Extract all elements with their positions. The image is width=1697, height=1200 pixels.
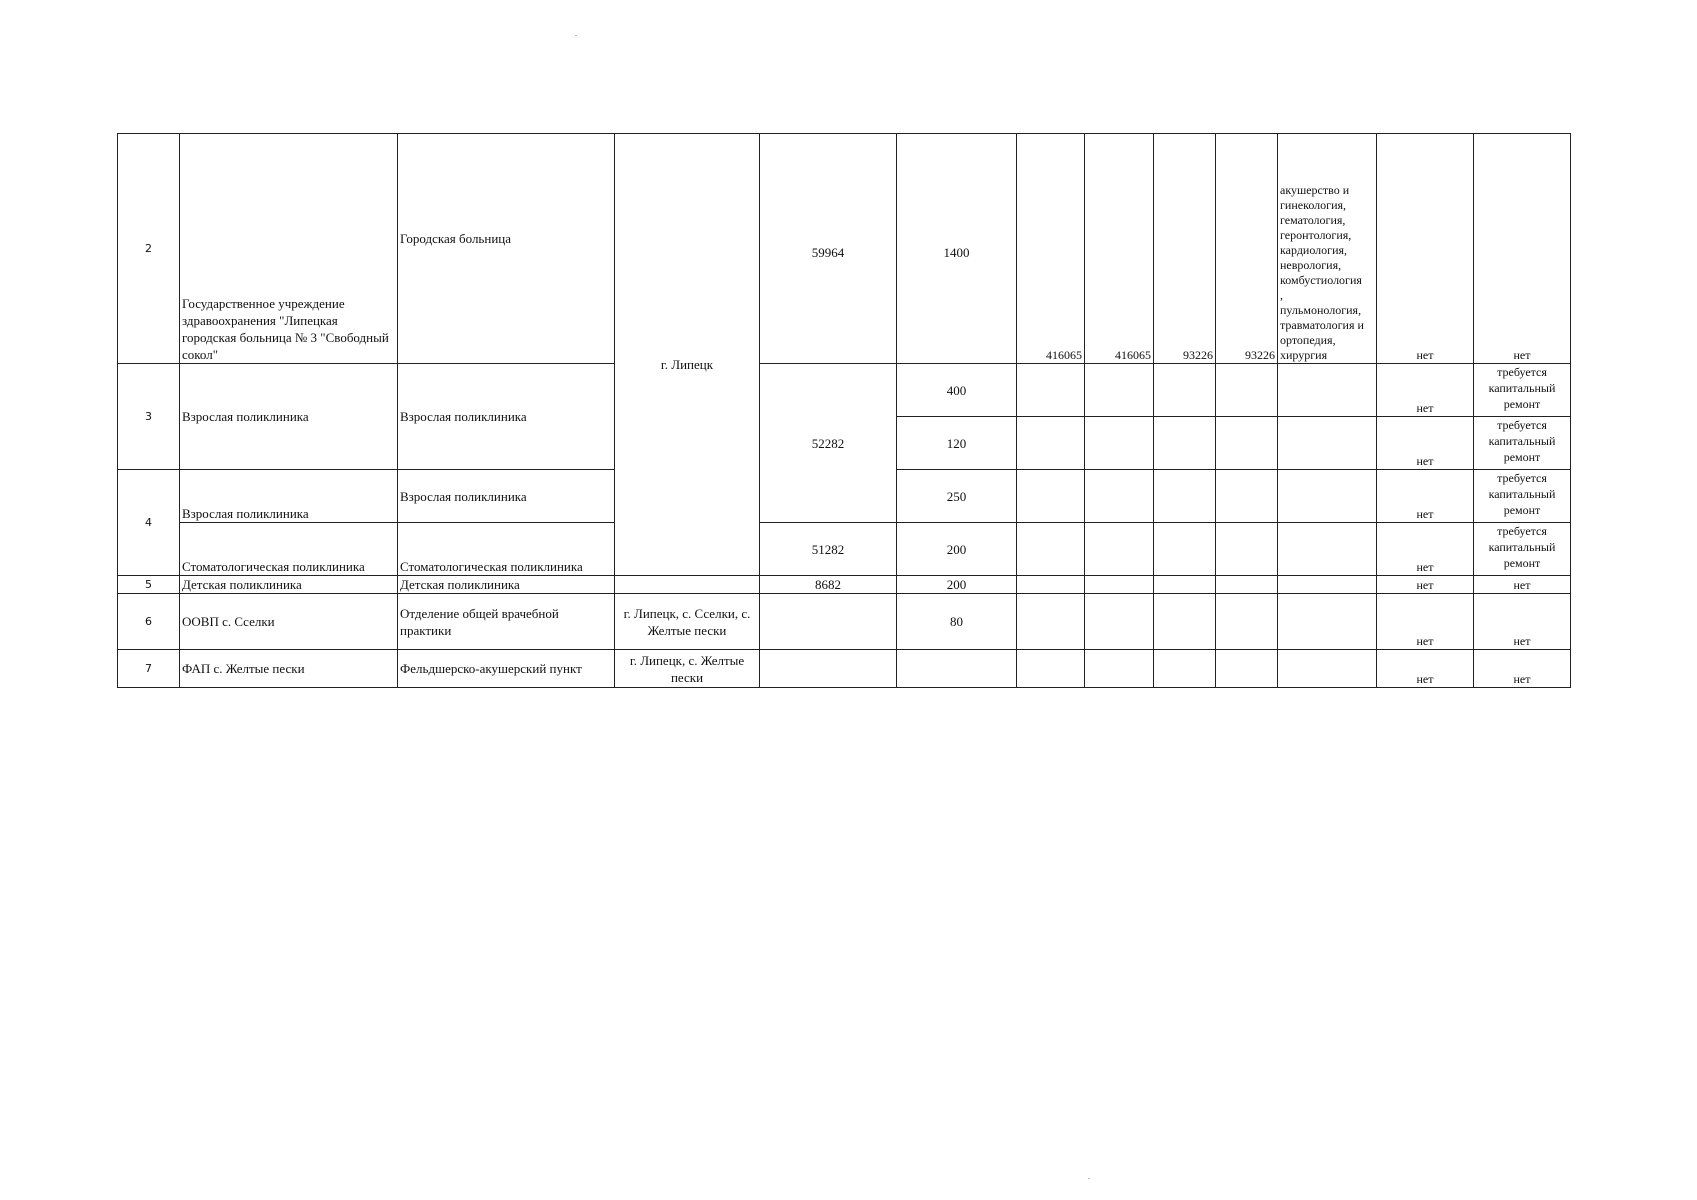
- empty-cell: [897, 650, 1017, 688]
- empty-cell: [1216, 650, 1278, 688]
- value-cell: 416065: [1085, 134, 1154, 364]
- empty-cell: [1154, 594, 1216, 650]
- specialty-line: ортопедия,: [1280, 333, 1336, 347]
- facility-type: Взрослая поликлиника: [398, 364, 615, 470]
- status-cell: нет: [1377, 364, 1474, 417]
- table-row: [118, 134, 1571, 364]
- status-cell: нет: [1377, 576, 1474, 594]
- repair-line: ремонт: [1503, 450, 1541, 464]
- empty-cell: [1017, 650, 1085, 688]
- specialty-line: геронтология,: [1280, 228, 1352, 242]
- table-row: [118, 364, 1571, 417]
- empty-cell: [1017, 470, 1085, 523]
- repair-line: капитальный: [1488, 540, 1556, 554]
- scan-speck: [575, 35, 577, 36]
- area-value: 51282: [760, 523, 897, 576]
- organization-name: ФАП с. Желтые пески: [180, 650, 398, 688]
- facility-type: Городская больница: [398, 134, 615, 364]
- repair-line: ремонт: [1503, 503, 1541, 517]
- empty-cell: [1017, 594, 1085, 650]
- empty-cell: [1154, 417, 1216, 470]
- empty-cell: [1085, 650, 1154, 688]
- empty-cell: [1017, 576, 1085, 594]
- empty-cell: [1154, 650, 1216, 688]
- facility-type: Стоматологическая поликлиника: [398, 523, 615, 576]
- capacity-value: 200: [897, 523, 1017, 576]
- empty-cell: [1085, 364, 1154, 417]
- capacity-value: 400: [897, 364, 1017, 417]
- empty-cell: [1154, 364, 1216, 417]
- specialty-line: акушерство и: [1280, 183, 1350, 197]
- empty-cell: [1216, 576, 1278, 594]
- empty-cell: [1278, 650, 1377, 688]
- empty-cell: [1278, 364, 1377, 417]
- repair-line: ремонт: [1503, 397, 1541, 411]
- empty-cell: [1278, 470, 1377, 523]
- empty-cell: [1278, 417, 1377, 470]
- area-value: 8682: [760, 576, 897, 594]
- table-row: [118, 576, 1571, 594]
- specialty-line: кардиология,: [1280, 243, 1348, 257]
- specialty-line: хирургия: [1280, 348, 1328, 362]
- empty-cell: [1216, 364, 1278, 417]
- area-value: 52282: [760, 364, 897, 523]
- status-cell: нет: [1377, 470, 1474, 523]
- empty-cell: [1154, 523, 1216, 576]
- specialty-line: гинекология,: [1280, 198, 1347, 212]
- repair-note: [1474, 417, 1571, 470]
- row-number: 2: [118, 134, 180, 364]
- area-value: 59964: [760, 134, 897, 364]
- empty-cell: [1154, 576, 1216, 594]
- row-number: 7: [118, 650, 180, 688]
- capacity-value: 120: [897, 417, 1017, 470]
- organization-name: Взрослая поликлиника: [180, 470, 398, 523]
- specialties-list: [1278, 134, 1377, 364]
- repair-line: требуется: [1497, 471, 1547, 485]
- status-cell: нет: [1377, 650, 1474, 688]
- facility-type: Фельдшерско-акушерский пункт: [398, 650, 615, 688]
- specialty-line: пульмонология,: [1280, 303, 1362, 317]
- facility-type: Детская поликлиника: [398, 576, 615, 594]
- status-cell: нет: [1474, 134, 1571, 364]
- capacity-value: 1400: [897, 134, 1017, 364]
- organization-name: ООВП с. Сселки: [180, 594, 398, 650]
- status-cell: нет: [1474, 576, 1571, 594]
- empty-cell: [1216, 470, 1278, 523]
- repair-note: [1474, 470, 1571, 523]
- empty-cell: [760, 650, 897, 688]
- repair-note: [1474, 523, 1571, 576]
- repair-line: капитальный: [1488, 381, 1556, 395]
- empty-cell: [1085, 594, 1154, 650]
- organization-name: Стоматологическая поликлиника: [180, 523, 398, 576]
- empty-cell: [1278, 594, 1377, 650]
- status-cell: нет: [1377, 523, 1474, 576]
- status-cell: нет: [1377, 417, 1474, 470]
- capacity-value: 80: [897, 594, 1017, 650]
- value-cell: 93226: [1216, 134, 1278, 364]
- facilities-table: [117, 133, 1571, 688]
- empty-cell: [1216, 523, 1278, 576]
- repair-line: требуется: [1497, 365, 1547, 379]
- empty-cell: [1216, 417, 1278, 470]
- empty-cell: [760, 594, 897, 650]
- specialty-line: неврология,: [1280, 258, 1342, 272]
- specialty-line: гематология,: [1280, 213, 1346, 227]
- city: г. Липецк: [615, 134, 760, 576]
- specialty-line: комбустиология: [1280, 273, 1362, 287]
- row-number: 3: [118, 364, 180, 470]
- empty-cell: [1017, 417, 1085, 470]
- empty-cell: [1085, 417, 1154, 470]
- empty-cell: [1017, 523, 1085, 576]
- scan-speck: [1088, 1178, 1090, 1179]
- organization-name: Детская поликлиника: [180, 576, 398, 594]
- specialty-line: травматология и: [1280, 318, 1364, 332]
- specialty-line: ,: [1280, 288, 1283, 302]
- empty-cell: [1278, 523, 1377, 576]
- facility-type: Отделение общей врачебной практики: [398, 594, 615, 650]
- repair-note: [1474, 364, 1571, 417]
- status-cell: нет: [1377, 594, 1474, 650]
- status-cell: нет: [1474, 594, 1571, 650]
- repair-line: требуется: [1497, 524, 1547, 538]
- row-number: 6: [118, 594, 180, 650]
- status-cell: нет: [1377, 134, 1474, 364]
- row-number: 5: [118, 576, 180, 594]
- organization-name: Государственное учреждение здравоохранения "Липецкая городская больница № 3 "Свободный сокол": [180, 134, 398, 364]
- status-cell: нет: [1474, 650, 1571, 688]
- empty-cell: [1278, 576, 1377, 594]
- empty-cell: [1085, 470, 1154, 523]
- empty-cell: [1216, 594, 1278, 650]
- capacity-value: 250: [897, 470, 1017, 523]
- organization-name: Взрослая поликлиника: [180, 364, 398, 470]
- table-row: [118, 650, 1571, 688]
- empty-cell: [1085, 576, 1154, 594]
- facility-type: Взрослая поликлиника: [398, 470, 615, 523]
- empty-cell: [1154, 470, 1216, 523]
- capacity-value: 200: [897, 576, 1017, 594]
- city: г. Липецк, с. Желтые пески: [615, 650, 760, 688]
- repair-line: требуется: [1497, 418, 1547, 432]
- table-row: [118, 594, 1571, 650]
- empty-cell: [1017, 364, 1085, 417]
- row-number: 4: [118, 470, 180, 576]
- repair-line: капитальный: [1488, 487, 1556, 501]
- city: г. Липецк, с. Сселки, с. Желтые пески: [615, 594, 760, 650]
- repair-line: капитальный: [1488, 434, 1556, 448]
- value-cell: 416065: [1017, 134, 1085, 364]
- repair-line: ремонт: [1503, 556, 1541, 570]
- table-row: [118, 523, 1571, 576]
- empty-cell: [1085, 523, 1154, 576]
- empty-cell: [615, 576, 760, 594]
- value-cell: 93226: [1154, 134, 1216, 364]
